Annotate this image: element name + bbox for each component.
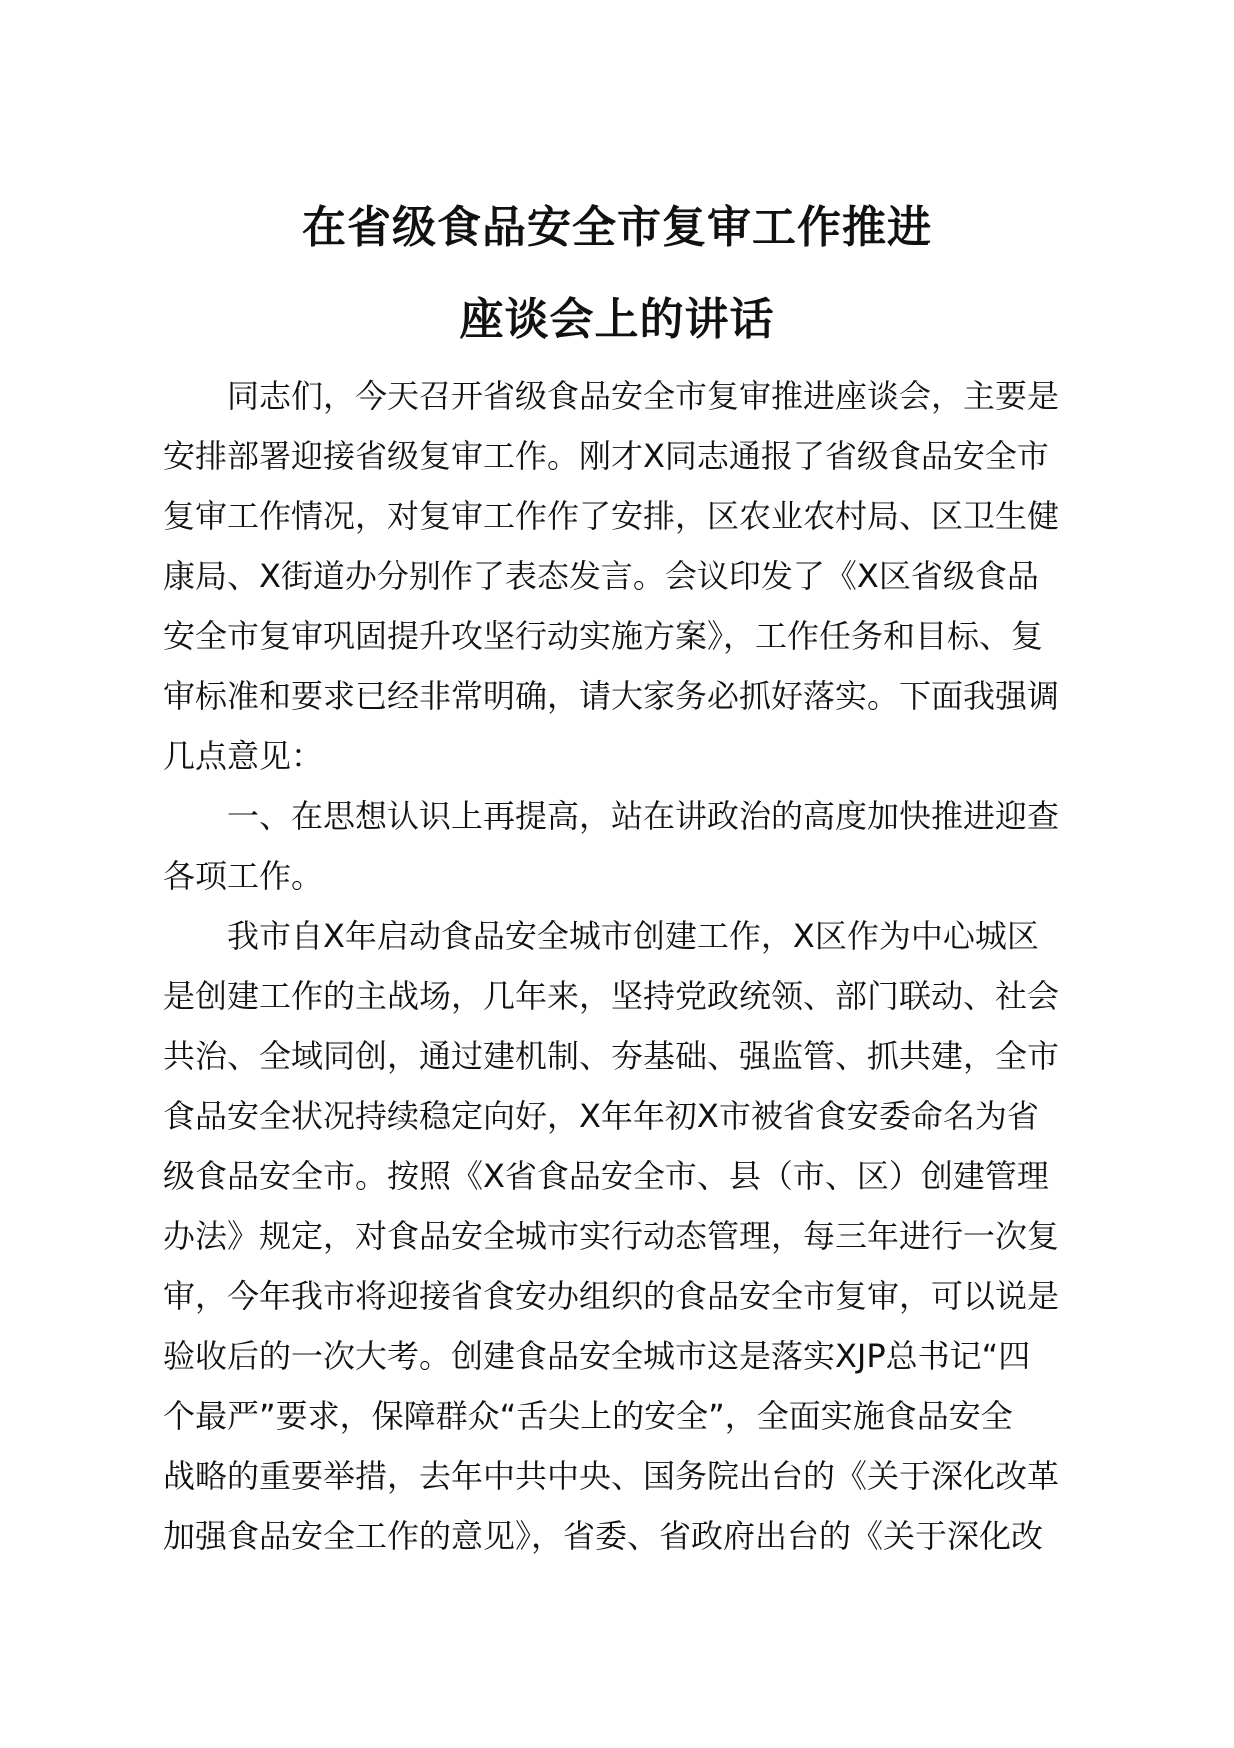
body-line-12: 共治、全域同创，通过建机制、夯基础、强监管、抓共建，全市 xyxy=(163,1037,1060,1075)
body-line-19: 战略的重要举措，去年中共中央、国务院出台的《关于深化改革 xyxy=(163,1457,1060,1495)
body-line-10: 我市自X年启动食品安全城市创建工作，X区作为中心城区 xyxy=(227,917,1039,955)
body-line-14: 级食品安全市。按照《X省食品安全市、县（市、区）创建管理 xyxy=(163,1157,1049,1195)
body-line-11: 是创建工作的主战场，几年来，坚持党政统领、部门联动、社会 xyxy=(163,977,1060,1015)
document-title-line-1: 在省级食品安全市复审工作推进 xyxy=(302,202,932,253)
body-line-17: 验收后的一次大考。创建食品安全城市这是落实XJP总书记“四 xyxy=(163,1337,1031,1375)
body-line-3: 复审工作情况，对复审工作作了安排，区农业农村局、区卫生健 xyxy=(163,497,1060,535)
body-line-4: 康局、X街道办分别作了表态发言。会议印发了《X区省级食品 xyxy=(163,557,1039,595)
body-line-15: 办法》规定，对食品安全城市实行动态管理，每三年进行一次复 xyxy=(163,1217,1060,1255)
section-heading-line-2: 各项工作。 xyxy=(163,857,324,895)
body-line-18: 个最严”要求，保障群众“舌尖上的安全”，全面实施食品安全 xyxy=(163,1397,1013,1435)
body-line-1: 同志们，今天召开省级食品安全市复审推进座谈会，主要是 xyxy=(227,377,1060,415)
body-line-13: 食品安全状况持续稳定向好，X年年初X市被省食安委命名为省 xyxy=(163,1097,1039,1135)
body-line-20: 加强食品安全工作的意见》，省委、省政府出台的《关于深化改 xyxy=(163,1517,1044,1555)
body-line-6: 审标准和要求已经非常明确，请大家务必抓好落实。下面我强调 xyxy=(163,677,1060,715)
document-body xyxy=(163,366,1098,1566)
document-title-line-2: 座谈会上的讲话 xyxy=(459,294,775,345)
body-line-7: 几点意见： xyxy=(163,737,324,775)
body-line-5: 安全市复审巩固提升攻坚行动实施方案》，工作任务和目标、复 xyxy=(163,617,1044,655)
body-line-2: 安排部署迎接省级复审工作。刚才X同志通报了省级食品安全市 xyxy=(163,437,1049,475)
body-line-16: 审，今年我市将迎接省食安办组织的食品安全市复审，可以说是 xyxy=(163,1277,1060,1315)
section-heading-line-1: 一、在思想认识上再提高，站在讲政治的高度加快推进迎查 xyxy=(227,797,1060,835)
